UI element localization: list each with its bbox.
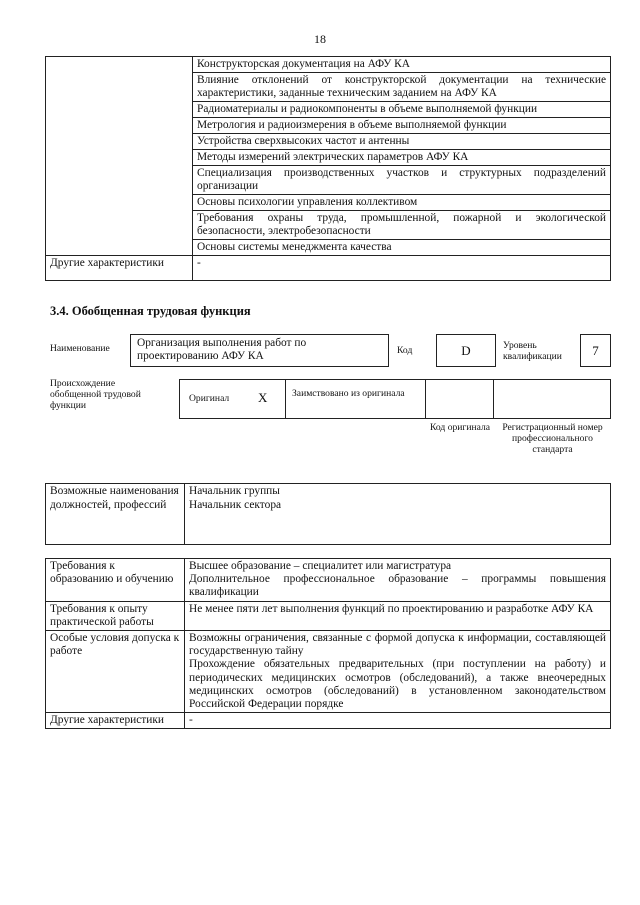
other-characteristics-label: Другие характеристики bbox=[46, 256, 193, 281]
requirement-item: Не менее пяти лет выполнения функций по проектированию и разработке АФУ КА bbox=[189, 602, 594, 615]
other-label: Другие характеристики bbox=[46, 713, 185, 729]
table-cell: Метрология и радиоизмерения в объеме выполняемой функции bbox=[193, 118, 611, 134]
section-title: 3.4. Обобщенная трудовая функция bbox=[50, 304, 251, 318]
reg-number-caption: Регистрационный номер профессионального стандарта bbox=[502, 422, 603, 455]
experience-values bbox=[185, 601, 611, 630]
table-row bbox=[46, 601, 611, 630]
table-cell: Радиоматериалы и радиокомпоненты в объеме выполняемой функции bbox=[193, 102, 611, 118]
origin-table bbox=[179, 379, 611, 419]
table-cell-empty bbox=[46, 57, 193, 256]
requirement-item: Высшее образование – специалитет или магистратура bbox=[189, 560, 452, 572]
table-cell: Методы измерений электрических параметров АФУ КА bbox=[193, 150, 611, 166]
requirement-item: Возможны ограничения, связанные с формой допуска к информации, составляющей государственную тайну bbox=[189, 632, 606, 658]
table-cell: Конструкторская документация на АФУ КА bbox=[193, 57, 611, 73]
position-item: Начальник группы bbox=[189, 485, 280, 497]
table-cell: Специализация производственных участков и структурных подразделений организации bbox=[193, 166, 611, 195]
level-value: 7 bbox=[592, 343, 599, 358]
positions-table bbox=[45, 483, 611, 545]
requirement-item: Прохождение обязательных предварительных (при поступлении на работу) и периодических медицинских осмотров (обследований), а также внеочередных медицинских осмотров (обследований) в установленном законодательством Российской Федерации порядке bbox=[189, 658, 606, 711]
origin-label: Происхождение обобщенной трудовой функции bbox=[50, 378, 141, 411]
requirement-item: - bbox=[189, 714, 193, 727]
table-cell: Устройства сверхвысоких частот и антенны bbox=[193, 134, 611, 150]
level-label: Уровень квалификации bbox=[503, 340, 562, 362]
code-label: Код bbox=[397, 345, 413, 356]
name-label: Наименование bbox=[50, 343, 110, 354]
page-number: 18 bbox=[314, 32, 326, 46]
table-row bbox=[46, 484, 611, 545]
position-item: Начальник сектора bbox=[189, 498, 282, 511]
table-cell: Влияние отклонений от конструкторской документации на технические характеристики, заданные техническим заданием на АФУ КА bbox=[193, 73, 611, 102]
borrowed-label: Заимствовано из оригинала bbox=[292, 388, 405, 399]
table-row bbox=[46, 713, 611, 729]
requirements-table bbox=[45, 558, 611, 729]
requirement-item: Дополнительное профессиональное образование – программы повышения квалификации bbox=[189, 573, 606, 599]
table-row bbox=[46, 631, 611, 713]
code-value: D bbox=[461, 343, 471, 358]
positions-label: Возможные наименования должностей, профессий bbox=[46, 484, 185, 545]
knowledge-table bbox=[45, 56, 611, 281]
table-cell: Требования охраны труда, промышленной, пожарной и экологической безопасности, электробезопасности bbox=[193, 211, 611, 240]
divider bbox=[493, 380, 494, 418]
original-mark: X bbox=[258, 390, 268, 405]
origin-code-caption: Код оригинала bbox=[429, 422, 491, 433]
level-box bbox=[580, 334, 611, 367]
special-conditions-label: Особые условия допуска к работе bbox=[46, 631, 185, 713]
divider bbox=[285, 380, 286, 418]
other-values bbox=[185, 713, 611, 729]
function-name-value: Организация выполнения работ по проектированию АФУ КА bbox=[137, 337, 307, 362]
table-cell: Основы психологии управления коллективом bbox=[193, 195, 611, 211]
table-row bbox=[46, 256, 611, 281]
positions-values bbox=[185, 484, 611, 545]
original-label: Оригинал bbox=[189, 393, 230, 404]
other-characteristics-value: - bbox=[193, 256, 611, 281]
table-row bbox=[46, 57, 611, 73]
function-name-box bbox=[130, 334, 389, 367]
divider bbox=[425, 380, 426, 418]
education-values bbox=[185, 559, 611, 602]
special-conditions-values bbox=[185, 631, 611, 713]
table-row bbox=[46, 559, 611, 602]
code-box bbox=[436, 334, 496, 367]
table-cell: Основы системы менеджмента качества bbox=[193, 240, 611, 256]
experience-label: Требования к опыту практической работы bbox=[46, 601, 185, 630]
education-label: Требования к образованию и обучению bbox=[46, 559, 185, 602]
